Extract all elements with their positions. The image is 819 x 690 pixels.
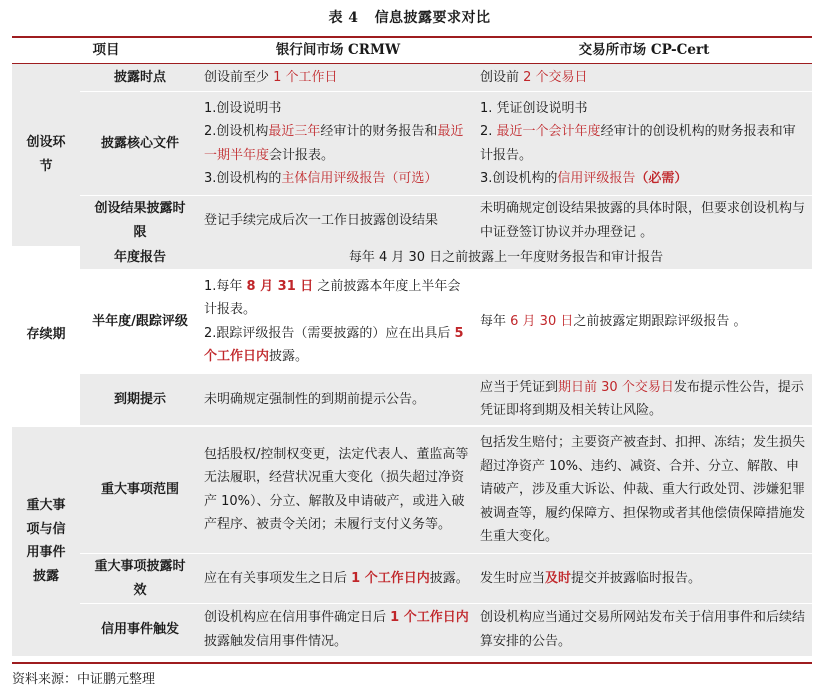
header-item: 项目 [12, 38, 200, 64]
table-number: 表 4 [328, 10, 359, 26]
table-row [12, 426, 812, 554]
crmw-cell: 登记手续完成后次一工作日披露创设结果 [200, 196, 476, 246]
cp-cert-cell: 创设机构应当通过交易所网站发布关于信用事件和后续结算安排的公告。 [476, 604, 812, 656]
cp-cert-cell: 发生时应当及时提交并披露临时报告。 [476, 554, 812, 604]
crmw-cell: 创设前至少 1 个工作日 [200, 64, 476, 92]
row-item: 创设结果披露时限 [80, 196, 200, 246]
crmw-cell: 创设机构应在信用事件确定日后 1 个工作日内披露触发信用事件情况。 [200, 604, 476, 656]
row-item: 重大事项披露时效 [80, 554, 200, 604]
source-note: 资料来源：中证鹏元整理 [12, 672, 156, 687]
crmw-cell: 包括股权/控制权变更，法定代表人、董监高等无法履职，经营状况重大变化（损失超过净资产 10%）、分立、解散及申请破产，或进入破产程序、被责令关闭；未履行支付义务等。 [200, 426, 476, 554]
table-header-row [12, 38, 812, 64]
table-row [12, 246, 812, 270]
cp-cert-cell: 应当于凭证到期日前 30 个交易日发布提示性公告，提示凭证即将到期及相关转让风险。 [476, 374, 812, 426]
row-item: 披露时点 [80, 64, 200, 92]
row-item: 重大事项范围 [80, 426, 200, 554]
table-row [12, 196, 812, 246]
section-label: 创设环节 [12, 64, 80, 246]
bottom-rule [12, 662, 812, 664]
header-crmw: 银行间市场 CRMW [200, 38, 476, 64]
cp-cert-cell: 每年 6 月 30 日之前披露定期跟踪评级报告 。 [476, 270, 812, 374]
row-item: 信用事件触发 [80, 604, 200, 656]
cp-cert-cell: 包括发生赔付；主要资产被查封、扣押、冻结；发生损失超过净资产 10%、违约、减资、合并、分立、解散、申请破产，涉及重大诉讼、仲裁、重大行政处罚、涉嫌犯罪被调查等，履约保障方、担保物或者其他偿债保障措施发生重大变化。 [476, 426, 812, 554]
row-item: 披露核心文件 [80, 92, 200, 196]
header-cp-cert: 交易所市场 CP-Cert [476, 38, 812, 64]
row-item: 年度报告 [80, 246, 200, 270]
cp-cert-cell: 创设前 2 个交易日 [476, 64, 812, 92]
row-item: 半年度/跟踪评级 [80, 270, 200, 374]
table-row [12, 604, 812, 656]
table-row [12, 92, 812, 196]
table-row [12, 64, 812, 92]
section-label: 存续期 [12, 246, 80, 426]
section-label: 重大事项与信用事件披露 [12, 426, 80, 656]
disclosure-comparison-table [12, 38, 812, 656]
crmw-cell: 未明确规定强制性的到期前提示公告。 [200, 374, 476, 426]
cp-cert-cell: 1. 凭证创设说明书 2. 最近一个会计年度经审计的创设机构的财务报表和审计报告。 3.创设机构的信用评级报告（必需） [476, 92, 812, 196]
table-row [12, 270, 812, 374]
crmw-cell: 1.创设说明书 2.创设机构最近三年经审计的财务报告和最近一期半年度会计报表。 3.创设机构的主体信用评级报告（可选） [200, 92, 476, 196]
table-row [12, 554, 812, 604]
table-title [0, 7, 819, 27]
crmw-cell: 1.每年 8 月 31 日 之前披露本年度上半年会计报表。 2.跟踪评级报告（需要披露的）应在出具后 5 个工作日内披露。 [200, 270, 476, 374]
table-row [12, 374, 812, 426]
cp-cert-cell: 未明确规定创设结果披露的具体时限，但要求创设机构与中证登签订协议并办理登记 。 [476, 196, 812, 246]
crmw-cell: 应在有关事项发生之日后 1 个工作日内披露。 [200, 554, 476, 604]
row-item: 到期提示 [80, 374, 200, 426]
merged-cell: 每年 4 月 30 日之前披露上一年度财务报告和审计报告 [200, 246, 812, 270]
table-title-text: 信息披露要求对比 [374, 10, 491, 26]
